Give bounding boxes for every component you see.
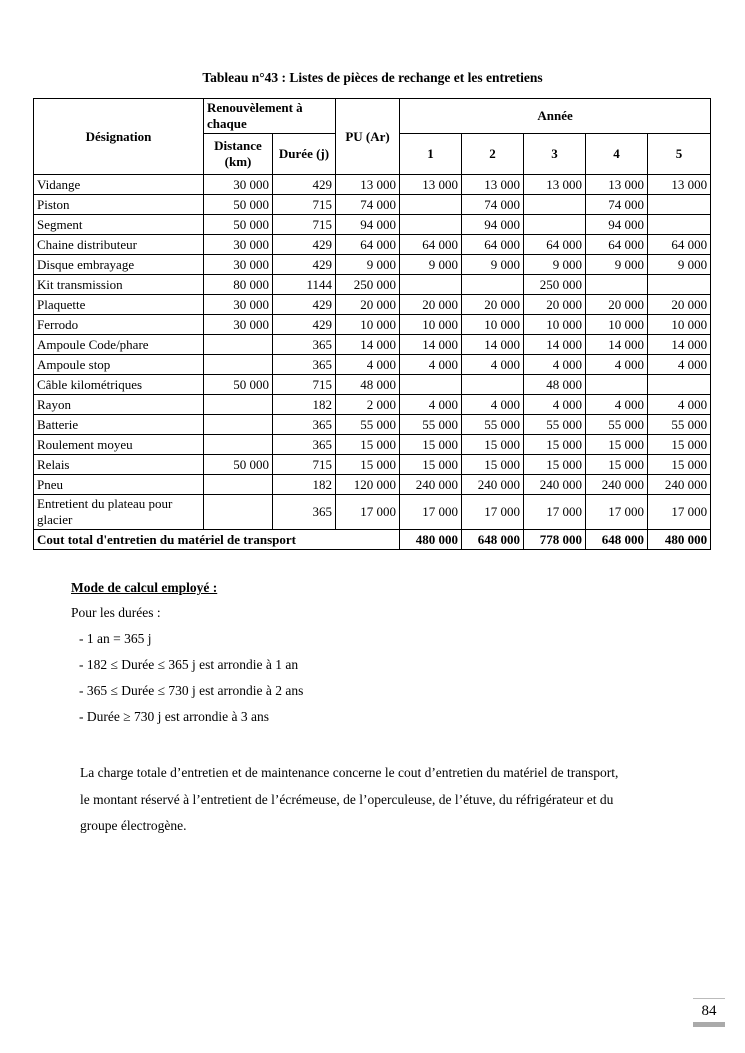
row-distance: 80 000 — [204, 275, 273, 295]
header-distance: Distance (km) — [204, 134, 273, 175]
row-duree: 715 — [273, 375, 336, 395]
row-year-5: 4 000 — [648, 355, 711, 375]
row-year-5: 13 000 — [648, 175, 711, 195]
row-designation: Batterie — [34, 415, 204, 435]
row-year-5: 240 000 — [648, 475, 711, 495]
row-year-4: 13 000 — [586, 175, 648, 195]
row-year-1 — [400, 215, 462, 235]
row-year-4: 14 000 — [586, 335, 648, 355]
table-row — [34, 355, 711, 375]
row-year-2 — [462, 275, 524, 295]
row-year-3 — [524, 215, 586, 235]
row-duree: 715 — [273, 455, 336, 475]
row-distance: 50 000 — [204, 375, 273, 395]
row-year-1: 64 000 — [400, 235, 462, 255]
row-year-1: 10 000 — [400, 315, 462, 335]
row-designation: Kit transmission — [34, 275, 204, 295]
header-year-2: 2 — [462, 134, 524, 175]
row-duree: 715 — [273, 195, 336, 215]
row-year-4: 17 000 — [586, 495, 648, 530]
row-distance: 50 000 — [204, 215, 273, 235]
row-distance — [204, 435, 273, 455]
row-year-2: 74 000 — [462, 195, 524, 215]
row-pu: 9 000 — [336, 255, 400, 275]
row-year-3: 10 000 — [524, 315, 586, 335]
row-distance: 50 000 — [204, 455, 273, 475]
row-year-3: 9 000 — [524, 255, 586, 275]
row-year-3: 250 000 — [524, 275, 586, 295]
table-row — [34, 315, 711, 335]
row-year-4: 10 000 — [586, 315, 648, 335]
header-renouvellement: Renouvèlement à chaque — [204, 99, 336, 134]
total-year-4: 648 000 — [586, 530, 648, 550]
row-year-5: 9 000 — [648, 255, 711, 275]
row-year-4: 94 000 — [586, 215, 648, 235]
row-designation: Ampoule stop — [34, 355, 204, 375]
row-pu: 48 000 — [336, 375, 400, 395]
row-designation: Disque embrayage — [34, 255, 204, 275]
table-row — [34, 295, 711, 315]
row-designation: Plaquette — [34, 295, 204, 315]
calculation-method — [71, 580, 303, 734]
row-designation: Câble kilométriques — [34, 375, 204, 395]
row-duree: 429 — [273, 315, 336, 335]
row-year-4: 240 000 — [586, 475, 648, 495]
row-year-2: 55 000 — [462, 415, 524, 435]
row-year-3: 64 000 — [524, 235, 586, 255]
row-year-4 — [586, 275, 648, 295]
table-row — [34, 215, 711, 235]
row-year-3: 20 000 — [524, 295, 586, 315]
table-row — [34, 195, 711, 215]
method-heading: Mode de calcul employé : — [71, 580, 218, 595]
row-year-3: 48 000 — [524, 375, 586, 395]
row-year-3: 14 000 — [524, 335, 586, 355]
row-distance — [204, 495, 273, 530]
row-year-5: 10 000 — [648, 315, 711, 335]
row-year-3: 17 000 — [524, 495, 586, 530]
table-row — [34, 275, 711, 295]
row-year-3 — [524, 195, 586, 215]
row-year-1: 15 000 — [400, 455, 462, 475]
row-distance — [204, 475, 273, 495]
total-row — [34, 530, 711, 550]
table-row — [34, 435, 711, 455]
row-pu: 250 000 — [336, 275, 400, 295]
row-year-1: 9 000 — [400, 255, 462, 275]
row-distance — [204, 415, 273, 435]
row-year-5 — [648, 215, 711, 235]
row-year-3: 55 000 — [524, 415, 586, 435]
row-pu: 4 000 — [336, 355, 400, 375]
row-duree: 1144 — [273, 275, 336, 295]
row-year-2: 64 000 — [462, 235, 524, 255]
row-year-2: 4 000 — [462, 395, 524, 415]
row-pu: 10 000 — [336, 315, 400, 335]
row-duree: 365 — [273, 435, 336, 455]
row-year-2: 240 000 — [462, 475, 524, 495]
row-year-4: 4 000 — [586, 355, 648, 375]
row-pu: 14 000 — [336, 335, 400, 355]
header-pu: PU (Ar) — [336, 99, 400, 175]
row-year-4: 20 000 — [586, 295, 648, 315]
row-distance: 30 000 — [204, 295, 273, 315]
row-year-3: 15 000 — [524, 435, 586, 455]
table-row — [34, 395, 711, 415]
row-year-5 — [648, 275, 711, 295]
header-year-4: 4 — [586, 134, 648, 175]
row-year-4: 55 000 — [586, 415, 648, 435]
row-distance — [204, 355, 273, 375]
header-year-1: 1 — [400, 134, 462, 175]
row-year-5: 20 000 — [648, 295, 711, 315]
row-year-4: 64 000 — [586, 235, 648, 255]
row-year-2 — [462, 375, 524, 395]
row-year-5: 55 000 — [648, 415, 711, 435]
method-line: - 1 an = 365 j — [79, 631, 152, 646]
table-row — [34, 375, 711, 395]
row-distance: 50 000 — [204, 195, 273, 215]
row-duree: 365 — [273, 415, 336, 435]
row-year-2: 15 000 — [462, 435, 524, 455]
row-duree: 429 — [273, 295, 336, 315]
row-year-3: 15 000 — [524, 455, 586, 475]
row-year-4 — [586, 375, 648, 395]
header-duree: Durée (j) — [273, 134, 336, 175]
row-distance: 30 000 — [204, 175, 273, 195]
row-pu: 94 000 — [336, 215, 400, 235]
row-year-5: 4 000 — [648, 395, 711, 415]
row-year-1: 4 000 — [400, 395, 462, 415]
row-year-4: 4 000 — [586, 395, 648, 415]
row-duree: 365 — [273, 335, 336, 355]
table-row — [34, 235, 711, 255]
row-year-2: 17 000 — [462, 495, 524, 530]
total-year-5: 480 000 — [648, 530, 711, 550]
paragraph-line: La charge totale d’entretien et de maintenance concerne le cout d’entretien du matériel de transport, — [80, 765, 619, 780]
row-year-5: 17 000 — [648, 495, 711, 530]
table-row — [34, 175, 711, 195]
row-duree: 365 — [273, 355, 336, 375]
row-distance: 30 000 — [204, 255, 273, 275]
row-pu: 120 000 — [336, 475, 400, 495]
row-year-4: 9 000 — [586, 255, 648, 275]
row-duree: 429 — [273, 235, 336, 255]
row-designation: Ampoule Code/phare — [34, 335, 204, 355]
row-year-4: 15 000 — [586, 455, 648, 475]
header-designation: Désignation — [34, 99, 204, 175]
total-label: Cout total d'entretien du matériel de transport — [34, 530, 400, 550]
row-year-3: 4 000 — [524, 355, 586, 375]
row-year-1: 17 000 — [400, 495, 462, 530]
row-year-1: 13 000 — [400, 175, 462, 195]
table-row — [34, 415, 711, 435]
row-designation: Chaine distributeur — [34, 235, 204, 255]
total-year-2: 648 000 — [462, 530, 524, 550]
row-year-1 — [400, 195, 462, 215]
table-row — [34, 475, 711, 495]
row-pu: 15 000 — [336, 435, 400, 455]
row-pu: 17 000 — [336, 495, 400, 530]
table-row — [34, 455, 711, 475]
method-line: - 365 ≤ Durée ≤ 730 j est arrondie à 2 ans — [79, 683, 304, 698]
row-year-5: 15 000 — [648, 435, 711, 455]
row-duree: 715 — [273, 215, 336, 235]
method-line: - 182 ≤ Durée ≤ 365 j est arrondie à 1 an — [79, 657, 299, 672]
row-year-3: 13 000 — [524, 175, 586, 195]
row-pu: 74 000 — [336, 195, 400, 215]
table-title: Tableau n°43 : Listes de pièces de rechange et les entretiens — [202, 70, 543, 85]
row-year-1: 240 000 — [400, 475, 462, 495]
parts-table — [33, 98, 711, 550]
row-year-5: 14 000 — [648, 335, 711, 355]
row-year-2: 13 000 — [462, 175, 524, 195]
paragraph-line: le montant réservé à l’entretient de l’écrémeuse, de l’operculeuse, de l’étuve, du réfrigérateur et du — [80, 791, 614, 807]
row-duree: 182 — [273, 395, 336, 415]
row-year-4: 74 000 — [586, 195, 648, 215]
row-duree: 182 — [273, 475, 336, 495]
header-year-3: 3 — [524, 134, 586, 175]
row-distance: 30 000 — [204, 315, 273, 335]
row-designation: Roulement moyeu — [34, 435, 204, 455]
row-year-1 — [400, 275, 462, 295]
row-year-5 — [648, 195, 711, 215]
row-designation: Vidange — [34, 175, 204, 195]
row-year-5: 64 000 — [648, 235, 711, 255]
row-distance — [204, 335, 273, 355]
page-number: 84 — [693, 998, 725, 1020]
row-year-3: 240 000 — [524, 475, 586, 495]
row-pu: 20 000 — [336, 295, 400, 315]
row-duree: 365 — [273, 495, 336, 530]
row-year-2: 10 000 — [462, 315, 524, 335]
row-year-4: 15 000 — [586, 435, 648, 455]
row-pu: 15 000 — [336, 455, 400, 475]
row-pu: 13 000 — [336, 175, 400, 195]
row-pu: 55 000 — [336, 415, 400, 435]
row-duree: 429 — [273, 175, 336, 195]
header-annee: Année — [400, 99, 711, 134]
total-year-1: 480 000 — [400, 530, 462, 550]
table-row — [34, 335, 711, 355]
method-intro: Pour les durées : — [71, 605, 161, 620]
row-year-2: 4 000 — [462, 355, 524, 375]
header-year-5: 5 — [648, 134, 711, 175]
row-distance: 30 000 — [204, 235, 273, 255]
row-pu: 64 000 — [336, 235, 400, 255]
page-number-underline — [693, 1022, 725, 1027]
row-designation: Ferrodo — [34, 315, 204, 335]
row-year-2: 20 000 — [462, 295, 524, 315]
row-year-5: 15 000 — [648, 455, 711, 475]
row-year-2: 9 000 — [462, 255, 524, 275]
row-year-2: 15 000 — [462, 455, 524, 475]
row-designation: Piston — [34, 195, 204, 215]
row-year-1: 20 000 — [400, 295, 462, 315]
row-year-3: 4 000 — [524, 395, 586, 415]
row-year-5 — [648, 375, 711, 395]
explanation-paragraph — [80, 760, 720, 840]
row-designation: Entretient du plateau pour glacier — [34, 495, 204, 530]
total-year-3: 778 000 — [524, 530, 586, 550]
paragraph-line: groupe électrogène. — [80, 818, 187, 833]
row-duree: 429 — [273, 255, 336, 275]
row-designation: Segment — [34, 215, 204, 235]
table-row — [34, 495, 711, 530]
row-year-2: 14 000 — [462, 335, 524, 355]
method-line: - Durée ≥ 730 j est arrondie à 3 ans — [79, 709, 269, 724]
row-year-1 — [400, 375, 462, 395]
row-designation: Relais — [34, 455, 204, 475]
row-designation: Rayon — [34, 395, 204, 415]
row-pu: 2 000 — [336, 395, 400, 415]
row-year-1: 14 000 — [400, 335, 462, 355]
table-row — [34, 255, 711, 275]
row-designation: Pneu — [34, 475, 204, 495]
row-year-2: 94 000 — [462, 215, 524, 235]
row-year-1: 15 000 — [400, 435, 462, 455]
row-year-1: 55 000 — [400, 415, 462, 435]
row-year-1: 4 000 — [400, 355, 462, 375]
row-distance — [204, 395, 273, 415]
